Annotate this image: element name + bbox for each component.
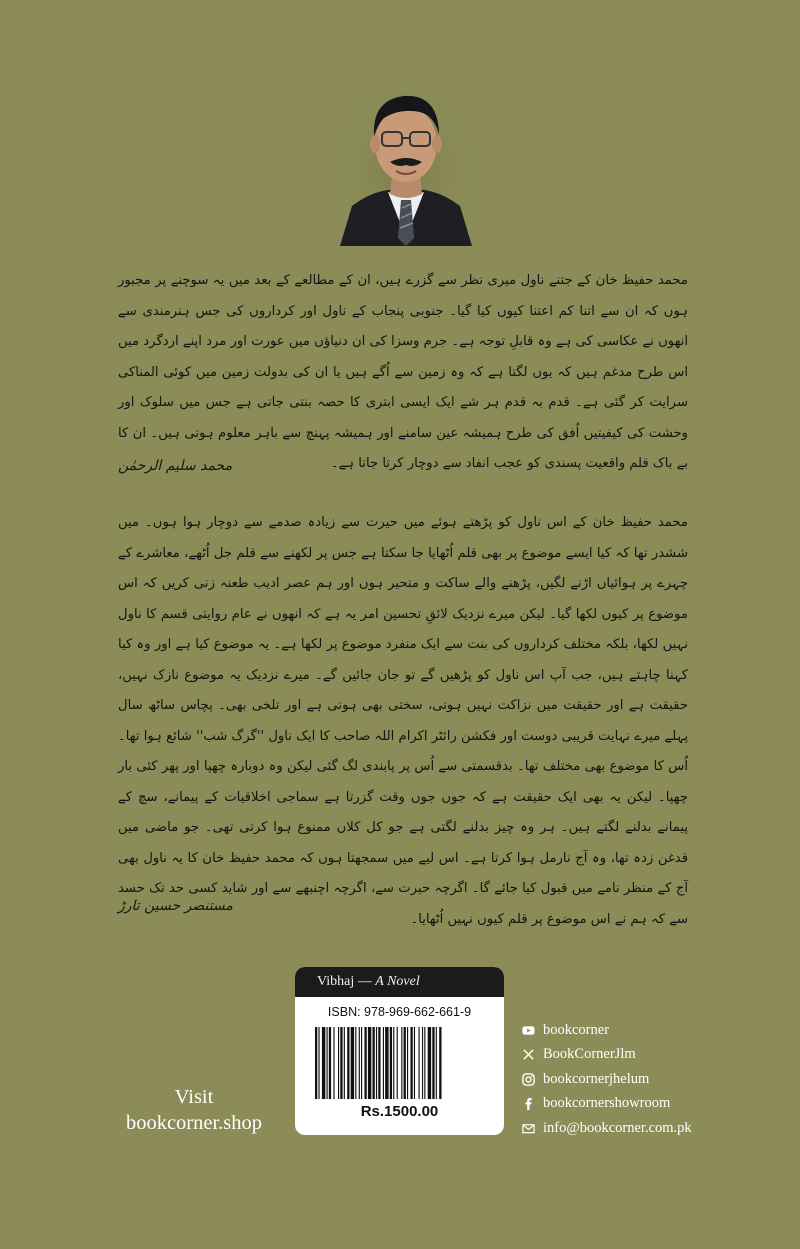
book-title-bar	[295, 967, 504, 997]
barcode-bar	[340, 1027, 342, 1099]
barcode-bar	[318, 1027, 319, 1099]
book-title: Vibhaj	[317, 974, 355, 989]
barcode-bar	[393, 1027, 394, 1099]
barcode-bar	[364, 1027, 366, 1099]
barcode-bar	[401, 1027, 402, 1099]
isbn-number: ISBN: 978-969-662-661-9	[327, 1005, 472, 1019]
social-label: info@bookcorner.com.pk	[543, 1119, 692, 1136]
isbn-card	[295, 967, 504, 1135]
social-item-x[interactable]	[521, 1043, 692, 1068]
barcode-bar	[419, 1027, 420, 1099]
visit-website[interactable]	[105, 1084, 283, 1136]
barcode-bar	[359, 1027, 360, 1099]
social-item-email[interactable]	[521, 1116, 692, 1141]
social-label: BookCornerJlm	[543, 1046, 636, 1063]
barcode-bar	[397, 1027, 398, 1099]
review-1	[118, 266, 688, 480]
barcode-bar	[385, 1027, 388, 1099]
barcode-bar	[436, 1027, 437, 1099]
barcode-bar	[373, 1027, 375, 1099]
website-link[interactable]: bookcorner.shop	[125, 1112, 263, 1134]
facebook-icon	[521, 1097, 535, 1111]
visit-label: Visit	[174, 1086, 214, 1108]
barcode-bar	[338, 1027, 339, 1099]
barcode-bar	[422, 1027, 423, 1099]
social-links	[521, 1018, 692, 1141]
barcode-bar	[329, 1027, 331, 1099]
barcode-bar	[376, 1027, 377, 1099]
barcode-bar	[378, 1027, 380, 1099]
review-2-text: محمد حفیظ خان کے اس ناول کو پڑھتے ہوئے میں حیرت سے زیادہ صدمے سے دوچار ہوا ہوں۔ میں ششدر تھا کہ کیا ایسے موضوع پر بھی قلم اُٹھایا جا سکتا ہے جس پر لکھنے سے قلم جل اُٹھے، معاشرے کے چہرے پر ہوائیاں اڑنے لگیں، پڑھنے والے ساکت و متحیر ہوں اور ہم عصر ادیب طعنہ زنی کریں کہ اس موضوع پر کیوں لکھا گیا۔ لیکن میرے نزدیک لائقِ تحسین امر یہ ہے کہ انھوں نے عام روایتی قسم کا ناول نہیں لکھا، بلکہ مختلف کرداروں کی بنت سے ایک منفرد موضوع پر لکھا ہے۔ یہ موضوع کیا ہے اور وہ کیا کہنا چاہتے ہیں، جب آپ اس ناول کو پڑھیں گے تو جان جائیں گے۔ میرے نزدیک یہ موضوع نازک نہیں، حقیقت ہے اور حقیقت میں نزاکت نہیں ہوتی، سختی بھی ہوتی ہے اور تلخی بھی۔ پچاس ساٹھ سال پہلے میرے نہایت قریبی دوست اور فکشن رائٹر اکرام اللہ صاحب کا ایک ناول ''گرگ شب'' شائع ہوا تھا۔ اُس کا موضوع بھی مختلف تھا۔ بدقسمتی سے اُس پر پابندی لگ گئی لیکن وہ دوبارہ چھپا اور پھر کئی بار چھپا۔ لیکن یہ بھی ایک حقیقت ہے کہ جوں جوں وقت گزرتا ہے سماجی اخلاقیات کے پیمانے، سچ کے پیمانے بدلنے لگتے ہیں۔ ہر وہ چیز بدلنے لگتی ہے جو کل کلاں ممنوع ہوا کرتی تھی۔ جو ماضی میں قدغن زدہ تھا، وہ آج نارمل ہوا کرتا ہے۔ اس لیے میں سمجھتا ہوں کہ محمد حفیظ خان کا یہ ناول بھی آج کے منظر نامے میں قبول کیا جائے گا۔ اگرچہ حیرت سے، اگرچہ اچنبھے سے اور شاید کسی حد تک حسد سے کہ ہم نے اس موضوع پر قلم کیوں نہیں اُٹھایا۔	[118, 515, 688, 927]
review-2	[118, 508, 688, 935]
social-item-youtube[interactable]	[521, 1018, 692, 1043]
social-item-facebook[interactable]	[521, 1092, 692, 1117]
barcode-bar	[383, 1027, 384, 1099]
barcode-bar	[322, 1027, 325, 1099]
youtube-icon	[521, 1023, 535, 1037]
barcode-bar	[410, 1027, 412, 1099]
barcode-bar	[390, 1027, 392, 1099]
barcode-bar	[351, 1027, 354, 1099]
barcode-bar	[327, 1027, 328, 1099]
barcode	[313, 1027, 486, 1099]
mail-icon	[521, 1121, 535, 1135]
title-dash: —	[354, 974, 376, 989]
social-label: bookcorner	[543, 1021, 610, 1038]
book-subtitle: A Novel	[375, 974, 420, 989]
barcode-bar	[344, 1027, 345, 1099]
social-item-instagram[interactable]	[521, 1067, 692, 1092]
barcode-bar	[432, 1027, 434, 1099]
social-label: bookcornerjhelum	[543, 1070, 650, 1087]
barcode-bar	[368, 1027, 371, 1099]
barcode-bar	[404, 1027, 406, 1099]
instagram-icon	[521, 1072, 535, 1086]
review-1-text: محمد حفیظ خان کے جتنے ناول میری نظر سے گزرے ہیں، ان کے مطالعے کے بعد میں یہ سوچنے پر مجبور ہوں کہ ان سے اتنا کم اعتنا کیوں کیا گیا۔ جنوبی پنجاب کے ناول اور کرداروں کی جس ہنرمندی سے انھوں نے عکاسی کی ہے وہ قابلِ توجہ ہے۔ جرم وسزا کی ان دنیاؤں میں عورت اور مرد اپنے اردگرد میں اس طرح مدغم ہیں کہ یوں لگتا ہے کہ وہ زمین سے اُگے ہیں یا ان کی بدولت زمین میں کوئی المناکی سرایت کر گئی ہے۔ قدم بہ قدم ہر شے ایک ایسی ابتری کا حصہ بنتی جاتی ہے جس میں سلوک اور وحشت کی کیفیتیں اُفق کی طرح ہمیشہ عین سامنے اور ہمیشہ پہنچ سے باہر معلوم ہوتی ہیں۔ ان کا بے باک قلم واقعیت پسندی کو عجب انفاد سے دوچار کرتا جاتا ہے۔	[118, 273, 688, 471]
barcode-bar	[333, 1027, 334, 1099]
review-1-author: محمد سلیم الرحمٰن	[118, 458, 233, 474]
x-icon	[521, 1048, 535, 1062]
barcode-bar	[428, 1027, 431, 1099]
review-2-author: مستنصر حسین تارڑ	[118, 898, 233, 914]
social-label: bookcornershowroom	[543, 1095, 671, 1112]
barcode-bar	[414, 1027, 415, 1099]
barcode-bar	[439, 1027, 441, 1099]
barcode-bar	[424, 1027, 425, 1099]
barcode-bar	[355, 1027, 356, 1099]
barcode-bar	[361, 1027, 362, 1099]
price-label: Rs.1500.00	[360, 1103, 439, 1120]
barcode-bar	[407, 1027, 408, 1099]
barcode-bar	[347, 1027, 349, 1099]
barcode-bar	[315, 1027, 317, 1099]
author-portrait	[338, 78, 474, 246]
